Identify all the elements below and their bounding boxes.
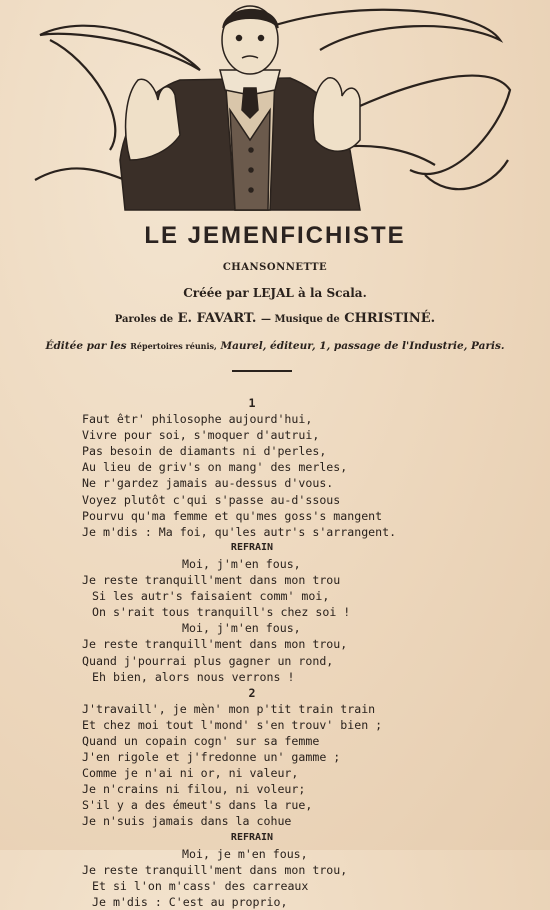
divider-rule [232,370,292,372]
verse-line: Pourvu qu'ma femme et qu'mes goss's mangent [82,508,383,523]
paroles-prefix: Paroles de [114,314,174,325]
verse-line: Faut êtr' philosophe aujourd'hui, [82,412,313,427]
verse-line: Voyez plutôt c'qui s'passe au-d'ssous [82,492,341,507]
credits-line [0,311,550,326]
verse-line: Comme je n'ai ni or, ni valeur, [82,766,299,781]
refrain-line: Eh bien, alors nous verrons ! [92,669,295,684]
refrain-label: REFRAIN [230,541,274,553]
refrain-label: REFRAIN [230,831,274,843]
refrain-line: Je reste tranquill'ment dans mon trou [82,573,341,588]
musique-prefix: — Musique de [260,314,340,325]
verse-line: J'travaill', je mèn' mon p'tit train train [82,701,376,716]
verse-line: Pas besoin de diamants ni d'perles, [82,444,327,459]
verse-line: Quand un copain cogn' sur sa femme [82,733,320,748]
verse-line: Je n'crains ni filou, ni voleur; [82,782,306,797]
refrain-line: On s'rait tous tranquill's chez soi ! [92,605,351,620]
refrain-line: Moi, j'm'en fous, [182,556,301,571]
composer-name: CHRISTINÉ. [344,311,436,326]
verse-line: Et chez moi tout l'mond' s'en trouv' bien ; [82,717,383,732]
lyrics-block [82,395,482,910]
verse-line: S'il y a des émeut's dans la rue, [82,798,313,813]
verse-line: Je n'suis jamais dans la cohue [82,814,292,829]
edition-prefix: Éditée par les [45,340,127,352]
verse-line: Je m'dis : Ma foi, qu'les autr's s'arrangent. [82,524,397,539]
refrain-line: Je reste tranquill'ment dans mon trou, [82,862,348,877]
refrain-line: Moi, je m'en fous, [182,846,308,861]
refrain-line: Si les autr's faisaient comm' moi, [92,589,330,604]
edition-repertoires: Répertoires réunis, [130,341,217,351]
man-figure [120,6,360,210]
verse-line: Vivre pour soi, s'moquer d'autrui, [82,428,320,443]
publisher-line [0,340,550,352]
verse-number: 2 [248,685,256,700]
header-illustration [30,0,520,220]
edition-rest: Maurel, éditeur, 1, passage de l'Industrie, Paris. [220,340,505,352]
refrain-line: Je m'dis : C'est au proprio, [92,894,288,909]
refrain-line: Et si l'on m'cass' des carreaux [92,878,309,893]
lyricist-name: E. FAVART. [177,311,257,326]
verse-line: Au lieu de griv's on mang' des merles, [82,460,348,475]
verse-line: Ne r'gardez jamais au-dessus d'vous. [82,476,334,491]
song-title: LE JEMENFICHISTE [144,222,406,249]
verse-number: 1 [248,396,256,410]
verse-line: J'en rigole et j'fredonne un' gamme ; [82,750,341,765]
premiere-line: Créée par LEJAL à la Scala. [183,286,367,300]
refrain-line: Moi, j'm'en fous, [182,621,301,636]
refrain-line: Je reste tranquill'ment dans mon trou, [82,637,348,652]
refrain-line: Quand j'pourrai plus gagner un rond, [82,653,334,668]
song-subtitle: CHANSONNETTE [222,262,328,273]
